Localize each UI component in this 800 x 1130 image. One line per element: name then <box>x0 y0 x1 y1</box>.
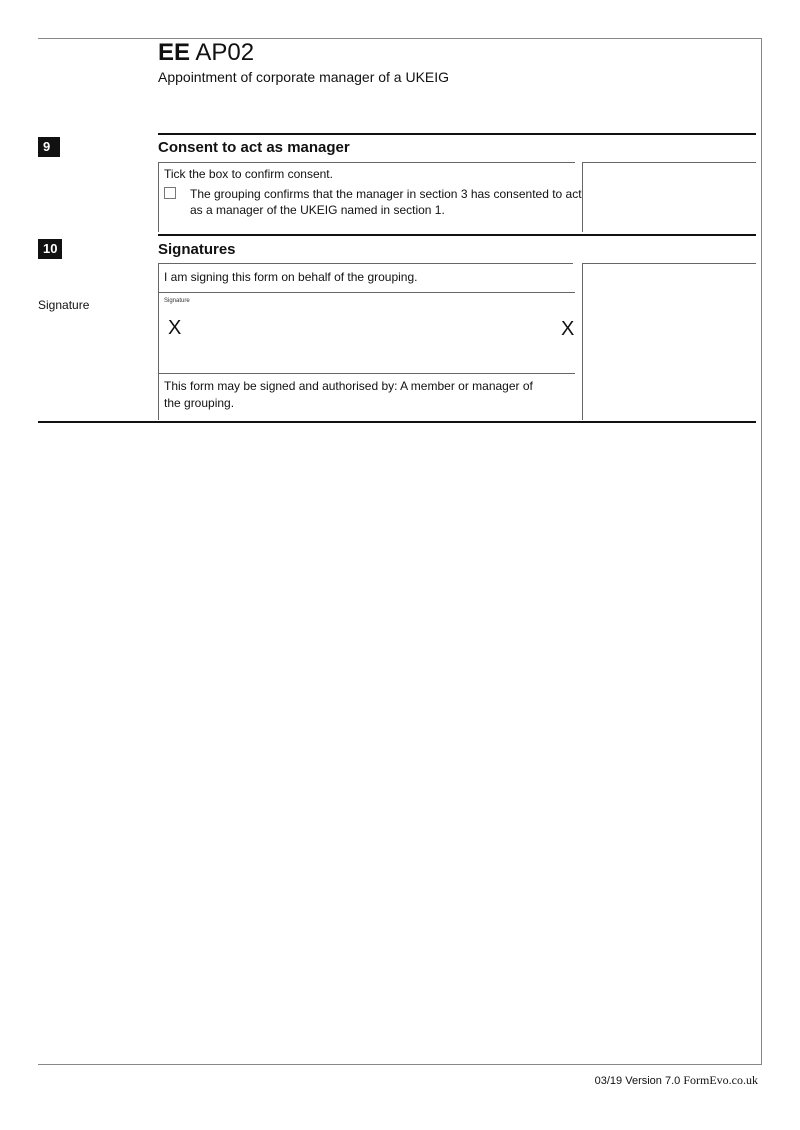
section10-title: Signatures <box>158 241 236 258</box>
signature-field[interactable] <box>159 293 581 372</box>
form-code-number: AP02 <box>195 39 255 66</box>
section10-side-top <box>582 263 756 264</box>
section9-title: Consent to act as manager <box>158 139 350 156</box>
top-border <box>38 38 762 39</box>
signing-statement: I am signing this form on behalf of the grouping. <box>164 270 418 284</box>
section9-box-top <box>158 162 575 163</box>
consent-text-line2: as a manager of the UKEIG named in section 1. <box>190 203 445 217</box>
form-code <box>158 39 254 67</box>
signature-x-right: X <box>561 318 575 340</box>
signature-divider <box>158 373 575 374</box>
signing-note-line1: This form may be signed and authorised by: A member or manager of <box>164 379 533 393</box>
signature-side-label: Signature <box>38 298 90 312</box>
section10-badge: 10 <box>38 239 62 259</box>
signature-field-label: Signature <box>164 298 190 304</box>
section9-rule <box>158 133 756 135</box>
section9-badge: 9 <box>38 137 60 157</box>
section10-rule <box>158 234 756 236</box>
section10-bottom-rule <box>38 421 756 423</box>
consent-text-line1: The grouping confirms that the manager in section 3 has consented to act <box>190 187 582 201</box>
section9-side-top <box>582 162 756 163</box>
signing-note-line2: the grouping. <box>164 396 235 410</box>
signature-x-left: X <box>168 317 182 339</box>
section10-box-top <box>158 263 573 264</box>
footer <box>595 1073 758 1088</box>
section10-box-right <box>582 263 583 420</box>
section9-box-left <box>158 162 159 232</box>
form-subtitle: Appointment of corporate manager of a UKEIG <box>158 69 450 85</box>
footer-brand: FormEvo.co.uk <box>683 1073 758 1087</box>
footer-version: 03/19 Version 7.0 <box>594 1075 681 1087</box>
section9-instruction: Tick the box to confirm consent. <box>164 167 333 181</box>
consent-checkbox[interactable] <box>164 187 176 199</box>
section9-box-right <box>582 162 583 232</box>
right-border <box>761 38 762 1064</box>
form-code-bold: EE <box>158 39 191 66</box>
bottom-border <box>38 1064 762 1065</box>
